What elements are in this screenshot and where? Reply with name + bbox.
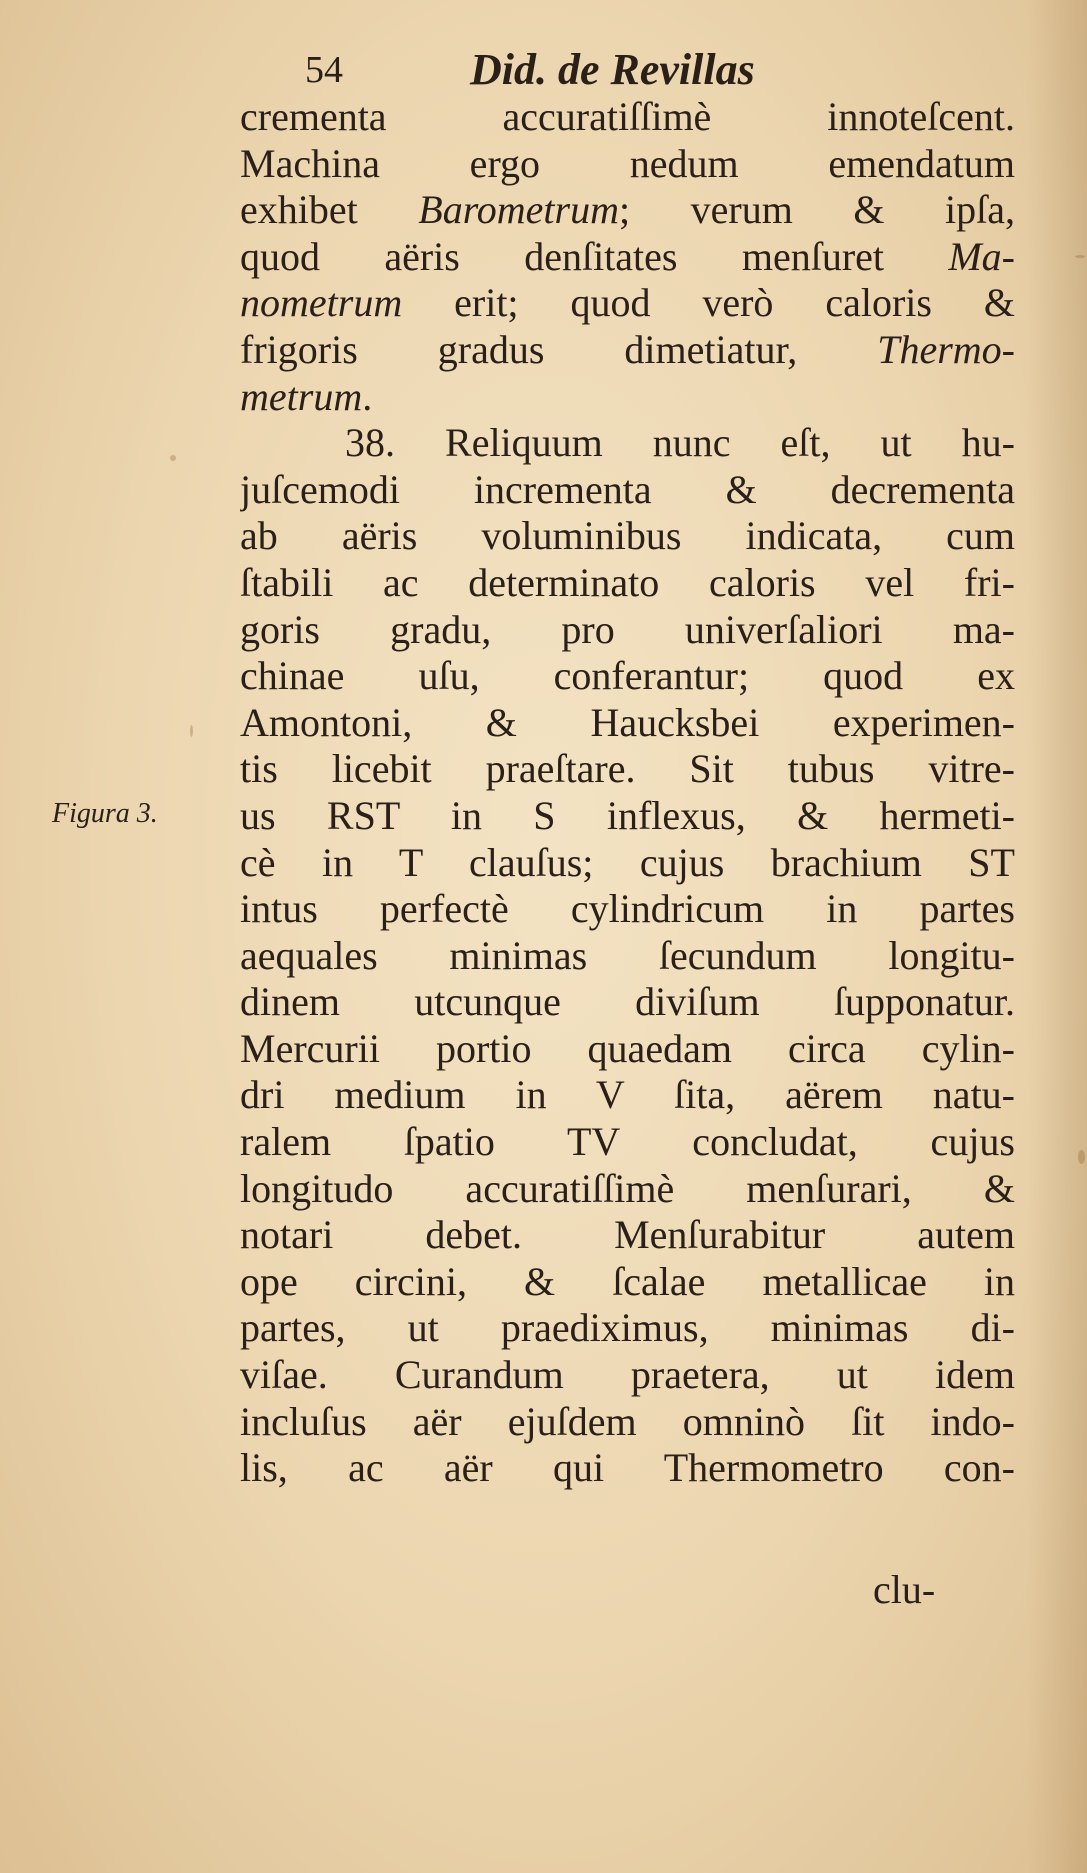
text-segment: ralem ſpatio TV concludat, cujus (240, 1119, 1015, 1165)
text-line (240, 467, 1015, 514)
italic-term: nometrum (240, 280, 403, 326)
stain (1078, 1150, 1085, 1164)
text-line (240, 374, 1015, 421)
text-segment: ſtabili ac determinato caloris vel fri- (240, 559, 1015, 605)
text-segment: partes, ut praediximus, minimas di- (240, 1305, 1015, 1351)
text-segment: ope circini, & ſcalae metallicae in (240, 1258, 1015, 1304)
text-segment: quod aëris denſitates menſuret (240, 233, 949, 279)
italic-term: Barometrum (418, 187, 619, 233)
text-segment: us RST in S inflexus, & hermeti- (240, 792, 1015, 838)
text-line (240, 1399, 1015, 1446)
text-line (240, 234, 1015, 281)
text-line (240, 1305, 1015, 1352)
text-segment: ab aëris voluminibus indicata, cum (240, 513, 1015, 559)
text-segment: notari debet. Menſurabitur autem (240, 1212, 1015, 1258)
text-line (240, 1026, 1015, 1073)
text-line (240, 886, 1015, 933)
text-line (240, 700, 1015, 747)
text-segment: erit; quod verò caloris & (402, 280, 1015, 326)
marginal-note: Figura 3. (52, 798, 158, 829)
text-line (240, 1072, 1015, 1119)
text-line (240, 1259, 1015, 1306)
stain (170, 455, 176, 461)
text-segment: frigoris gradus dimetiatur, (240, 326, 878, 372)
text-line (240, 653, 1015, 700)
text-line (240, 327, 1015, 374)
page-number: 54 (305, 49, 343, 91)
text-line (240, 979, 1015, 1026)
text-line (240, 840, 1015, 887)
text-line (240, 1352, 1015, 1399)
text-line (240, 933, 1015, 980)
italic-term: metrum (240, 373, 363, 419)
text-segment: dinem utcunque diviſum ſupponatur. (240, 979, 1015, 1025)
text-line (240, 1212, 1015, 1259)
text-line (240, 420, 1015, 467)
text-line (240, 607, 1015, 654)
text-line (240, 793, 1015, 840)
text-line (240, 1445, 1015, 1492)
text-line (240, 187, 1015, 234)
text-segment: exhibet (240, 187, 419, 233)
text-segment: juſcemodi incrementa & decrementa (240, 466, 1015, 512)
stain (190, 725, 193, 737)
text-segment: intus perfectè cylindricum in partes (240, 886, 1015, 932)
text-segment: cè in T clauſus; cujus brachium ST (240, 839, 1015, 885)
text-segment: lis, ac aër qui Thermometro con- (240, 1445, 1015, 1491)
text-segment: tis licebit praeſtare. Sit tubus vitre- (240, 746, 1015, 792)
text-line (240, 746, 1015, 793)
body-text (240, 94, 1015, 1492)
catchword: clu- (873, 1567, 936, 1612)
text-segment: incluſus aër ejuſdem omninò ſit indo- (240, 1398, 1015, 1444)
italic-term: Ma- (948, 233, 1015, 279)
text-segment: chinae uſu, conferantur; quod ex (240, 653, 1015, 699)
text-line (240, 513, 1015, 560)
text-line (240, 560, 1015, 607)
text-segment: aequales minimas ſecundum longitu- (240, 932, 1015, 978)
text-segment: goris gradu, pro univerſaliori ma- (240, 606, 1015, 652)
text-line (240, 280, 1015, 327)
text-segment: Amontoni, & Haucksbei experimen- (240, 699, 1015, 745)
text-line (240, 1119, 1015, 1166)
text-segment: 38. Reliquum nunc eſt, ut hu- (345, 420, 1015, 466)
italic-term: Thermo- (877, 326, 1015, 372)
stain (1075, 255, 1085, 258)
text-segment: Mercurii portio quaedam circa cylin- (240, 1025, 1015, 1071)
text-line (240, 141, 1015, 188)
text-line (240, 1166, 1015, 1213)
text-line (240, 94, 1015, 141)
text-segment: viſae. Curandum praetera, ut idem (240, 1352, 1015, 1398)
text-segment: . (362, 373, 373, 419)
text-segment: longitudo accuratiſſimè menſurari, & (240, 1165, 1015, 1211)
running-head: Did. de Revillas (470, 45, 755, 94)
text-segment: Machina ergo nedum emendatum (240, 140, 1015, 186)
text-segment: dri medium in V ſita, aërem natu- (240, 1072, 1015, 1118)
text-segment: ; verum & ipſa, (619, 187, 1015, 233)
text-segment: crementa accuratiſſimè innoteſcent. (240, 94, 1015, 139)
